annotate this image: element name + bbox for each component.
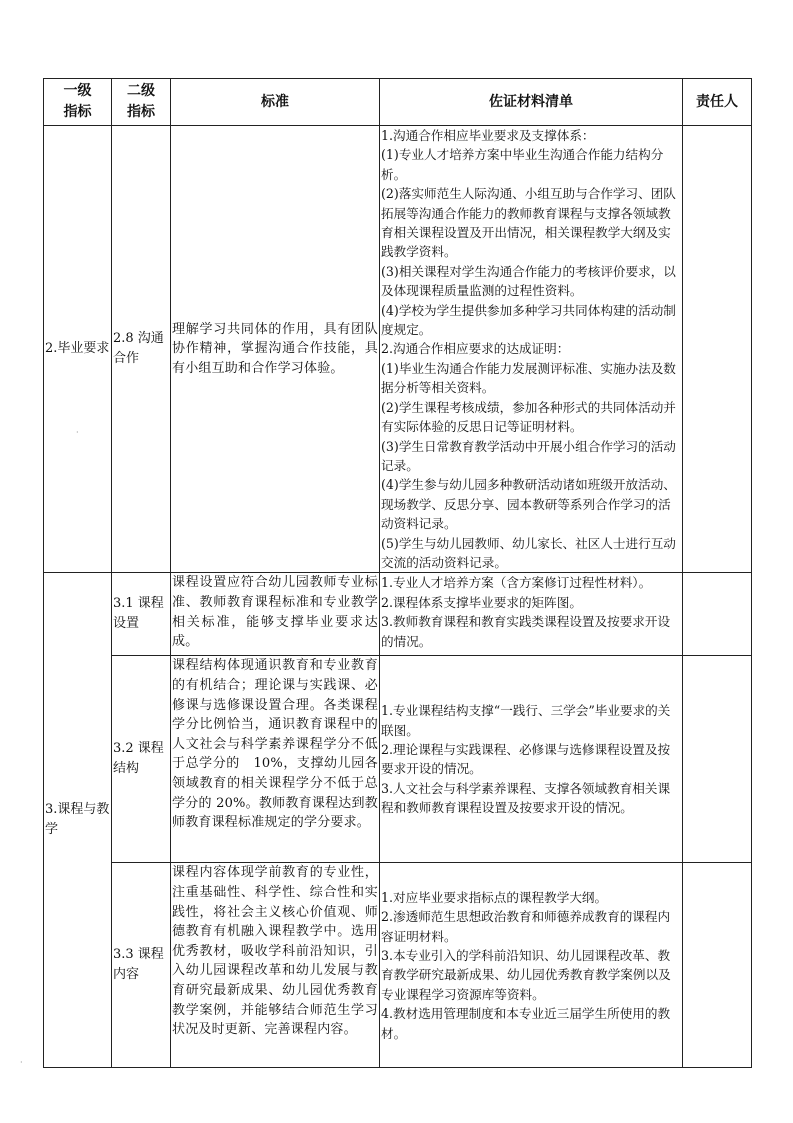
standard-communication: 理解学习共同体的作用，具有团队协作精神，掌握沟通合作技能，具有小组互助和合作学习体验。 (171, 126, 380, 573)
evidence-item: (1)毕业生沟通合作能力发展测评标准、实施办法及数据分析等相关资料。 (381, 360, 676, 396)
level2-course-setting: 3.1 课程设置 (112, 573, 171, 656)
responsible-cell (683, 656, 752, 863)
responsible-cell (683, 573, 752, 656)
evidence-item: (2)学生课程考核成绩，参加各种形式的共同体活动并有实际体验的反思日记等证明材料。 (381, 399, 676, 435)
table-row (44, 863, 752, 1068)
evidence-item: 1.专业人才培养方案（含方案修订过程性材料）。 (381, 575, 652, 591)
evidence-item: 3.本专业引入的学科前沿知识、幼儿园课程改革、教育教学研究最新成果、幼儿园优秀教育教学案例以及专业课程学习资源库等资料。 (381, 947, 671, 1002)
standard-course-setting: 课程设置应符合幼儿园教师专业标准、教师教育课程标准和专业教学相关标准，能够支撑毕业要求达成。 (171, 573, 380, 656)
evidence-course-structure (380, 656, 683, 863)
responsible-cell (683, 863, 752, 1068)
standard-course-structure: 课程结构体现通识教育和专业教育的有机结合；理论课与实践课、必修课与选修课设置合理。各类课程学分比例恰当，通识教育课程中的人文社会与科学素养课程学分不低于总学分的 10%，支撑幼儿园各领域教育的相关课程学分不低于总学分的 20%。教师教育课程达到教师教育课程标准规定的学分要求。 (171, 656, 380, 863)
evidence-item: (2)落实师范生人际沟通、小组互助与合作学习、团队拓展等沟通合作能力的教师教育课程与支撑各领域教育相关课程设置及开出情况，相关课程教学大纲及实践教学资料。 (381, 186, 676, 260)
evidence-item: (4)学校为学生提供参加多种学习共同体构建的活动制度规定。 (381, 302, 676, 338)
evidence-course-content (380, 863, 683, 1068)
level2-communication: 2.8 沟通合作 (112, 126, 171, 573)
table-row (44, 573, 752, 656)
level2-course-structure: 3.2 课程结构 (112, 656, 171, 863)
header-level2: 二级指标 (112, 79, 171, 126)
evidence-item: 3.人文社会与科学素养课程、支撑各领域教育相关课程和教师教育课程设置及按要求开设的情况。 (381, 780, 671, 816)
standard-course-content: 课程内容体现学前教育的专业性，注重基础性、科学性、综合性和实践性，将社会主义核心价值观、师德教育有机融入课程教学中。选用优秀教材，吸收学科前沿知识，引入幼儿园课程改革和幼儿发展与教育研究最新成果、幼儿园优秀教育教学案例，并能够结合师范生学习状况及时更新、完善课程内容。 (171, 863, 380, 1068)
header-standard: 标准 (171, 79, 380, 126)
indicator-table (43, 78, 752, 1068)
evidence-item: 4.教材选用管理制度和本专业近三届学生所使用的教材。 (381, 1006, 671, 1041)
scan-speck: · (76, 428, 79, 437)
level1-graduation: 2.毕业要求 (44, 126, 112, 573)
evidence-item: 2.理论课程与实践课程、必修课与选修课程设置及按要求开设的情况。 (381, 741, 671, 777)
evidence-item: (1)专业人才培养方案中毕业生沟通合作能力结构分析。 (381, 147, 664, 182)
table-row (44, 126, 752, 573)
evidence-item: 1.沟通合作相应毕业要求及支撑体系： (381, 128, 595, 143)
header-responsible: 责任人 (683, 79, 752, 126)
header-level1: 一级指标 (44, 79, 112, 126)
evidence-item: (5)学生与幼儿园教师、幼儿家长、社区人士进行互动交流的活动资料记录。 (381, 535, 676, 570)
level2-course-content: 3.3 课程内容 (112, 863, 171, 1068)
evidence-item: 2.渗透师范生思想政治教育和师德养成教育的课程内容证明材料。 (381, 909, 671, 944)
evidence-item: 2.课程体系支撑毕业要求的矩阵图。 (381, 594, 582, 610)
evidence-item: 2.沟通合作相应要求的达成证明： (381, 341, 570, 357)
evidence-communication (380, 126, 683, 573)
table-row (44, 656, 752, 863)
level1-curriculum: 3.课程与教学 (44, 573, 112, 1068)
evidence-item: 3.教师教育课程和教育实践类课程设置及按要求开设的情况。 (381, 614, 671, 649)
evidence-item: (3)学生日常教育教学活动中开展小组合作学习的活动记录。 (381, 438, 676, 473)
evidence-item: 1.专业课程结构支撑“一践行、三学会”毕业要求的关联图。 (381, 703, 671, 738)
responsible-cell (683, 126, 752, 573)
evidence-item: (3)相关课程对学生沟通合作能力的考核评价要求，以及体现课程质量监测的过程性资料。 (381, 263, 676, 299)
header-evidence: 佐证材料清单 (380, 79, 683, 126)
evidence-item: (4)学生参与幼儿园多种教研活动诸如班级开放活动、现场教学、反思分享、园本教研等系列合作学习的活动资料记录。 (381, 477, 676, 532)
table-header-row (44, 79, 752, 126)
evidence-course-setting (380, 573, 683, 656)
evidence-item: 1.对应毕业要求指标点的课程教学大纲。 (381, 889, 608, 905)
scan-speck: · (20, 1058, 23, 1067)
